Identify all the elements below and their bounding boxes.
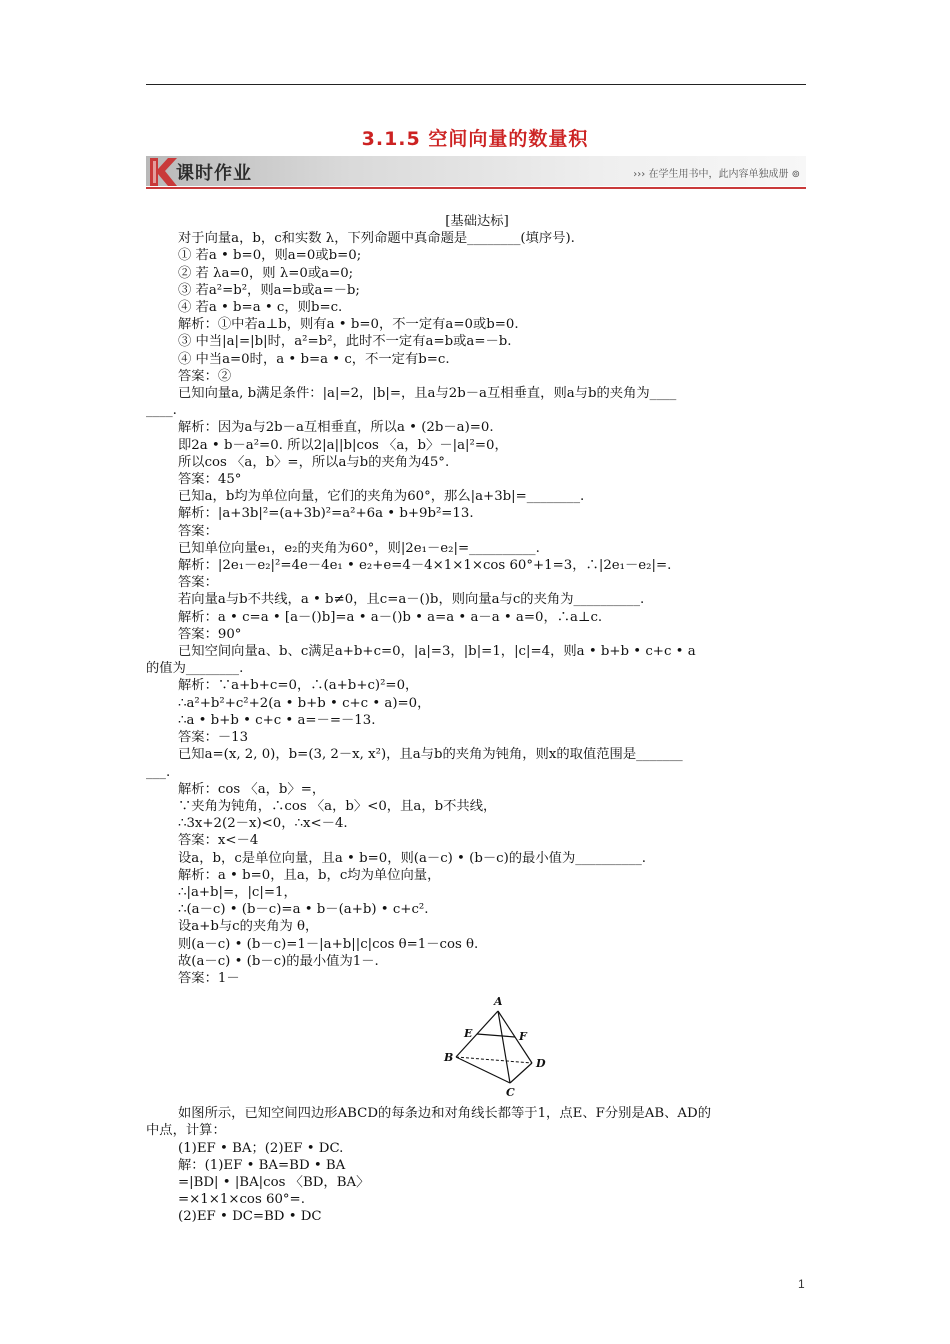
- text-line: 已知a=(x, 2, 0)，b=(3, 2－x, x²)，且a与b的夹角为钝角，则x的取值范围是_______: [178, 747, 683, 763]
- text-line: ____.: [146, 403, 177, 419]
- text-line: ③ 若a²=b²，则a=b或a=－b;: [178, 282, 360, 298]
- text-line: 答案：1－: [178, 970, 240, 986]
- text-line: 已知a，b均为单位向量，它们的夹角为60°，那么|a+3b|=________.: [178, 489, 585, 505]
- text-line: 解析：|2e₁－e₂|²=4e－4e₁ • e₂+e=4－4×1×1×cos 60°+1=3，∴|2e₁－e₂|=.: [178, 558, 672, 574]
- text-line: 解：(1)EF • BA=BD • BA: [178, 1157, 346, 1173]
- text-line: 解析：cos 〈a，b〉=，: [178, 781, 326, 797]
- text-line: 解析：a • b=0，且a，b，c均为单位向量，: [178, 867, 441, 883]
- text-line: 中点，计算：: [146, 1123, 226, 1139]
- text-line: 设a，b，c是单位向量，且a • b=0，则(a－c) • (b－c)的最小值为__________.: [178, 850, 646, 866]
- text-line: 答案：: [178, 575, 218, 591]
- edge-dc: [510, 1063, 532, 1083]
- text-line: ∴|a+b|=，|c|=1，: [178, 884, 297, 900]
- label-b: B: [444, 1051, 454, 1065]
- text-line: ___.: [146, 764, 171, 780]
- text-line: 故(a－c) • (b－c)的最小值为1－.: [178, 953, 379, 969]
- label-a: A: [494, 995, 503, 1009]
- text-line: 所以cos 〈a，b〉=，所以a与b的夹角为45°.: [178, 454, 450, 470]
- banner-underline: [146, 187, 806, 189]
- text-line: ∴(a－c) • (b－c)=a • b－(a+b) • c+c².: [178, 902, 429, 918]
- text-line: 的值为________.: [146, 661, 244, 677]
- header-rule: [146, 84, 806, 85]
- text-line: 已知向量a, b满足条件：|a|=2，|b|=，且a与2b－a互相垂直，则a与b的夹角为____: [178, 386, 677, 402]
- text-line: (1)EF • BA；(2)EF • DC.: [178, 1140, 344, 1156]
- label-f: F: [519, 1030, 527, 1044]
- tetrahedron-figure: [146, 995, 808, 1099]
- text-line: 已知空间向量a、b、c满足a+b+c=0，|a|=3，|b|=1，|c|=4，则a • b+b • c+c • a: [178, 644, 696, 660]
- document-body: [146, 213, 808, 1226]
- text-line: ③ 中当|a|=|b|时，a²=b²，此时不一定有a=b或a=－b.: [178, 334, 512, 350]
- text-line: 解析：a • c=a • [a－()b]=a • a－()b • a=a • a－a • a=0，∴a⊥c.: [178, 609, 603, 625]
- text-line: 解析：∵a+b+c=0，∴(a+b+c)²=0，: [178, 678, 419, 694]
- text-line: 答案：90°: [178, 626, 242, 642]
- text-line: 设a+b与c的夹角为 θ，: [178, 919, 319, 935]
- text-line: 答案：－13: [178, 730, 249, 746]
- page-title: 3.1.5 空间向量的数量积: [361, 128, 589, 150]
- text-line: 答案：x<－4: [178, 833, 259, 849]
- text-line: ④ 中当a=0时，a • b=a • c，不一定有b=c.: [178, 351, 450, 367]
- text-line: ∵夹角为钝角，∴cos 〈a，b〉<0，且a，b不共线，: [178, 798, 497, 814]
- text-line: =|BD| • |BA|cos 〈BD，BA〉: [178, 1174, 370, 1190]
- text-line: 答案：45°: [178, 472, 242, 488]
- label-e: E: [464, 1027, 473, 1041]
- text-line: ② 若 λa=0，则 λ=0或a=0;: [178, 265, 354, 281]
- section-heading: [基础达标]: [445, 214, 509, 229]
- text-line: 即2a • b－a²=0. 所以2|a||b|cos 〈a，b〉－|a|²=0，: [178, 437, 508, 453]
- edge-ac: [498, 1011, 510, 1083]
- segment-ef: [477, 1034, 515, 1037]
- text-line: 对于向量a，b，c和实数 λ，下列命题中真命题是________(填序号).: [178, 231, 575, 247]
- text-line: 则(a－c) • (b－c)=1－|a+b||c|cos θ=1－cos θ.: [178, 936, 479, 952]
- text-line: 答案：②: [178, 368, 232, 384]
- k-logo-icon: [148, 154, 178, 188]
- text-line: ∴a • b+b • c+c • a=－=－13.: [178, 712, 376, 728]
- text-line: =×1×1×cos 60°=.: [178, 1192, 305, 1208]
- banner-note: ››› 在学生用书中，此内容单独成册 ⊚: [633, 169, 800, 180]
- page-number: 1: [798, 1277, 805, 1291]
- text-line: ① 若a • b=0，则a=0或b=0;: [178, 248, 362, 264]
- text-line: 若向量a与b不共线，a • b≠0，且c=a－()b，则向量a与c的夹角为__________.: [178, 592, 645, 608]
- label-d: D: [536, 1057, 546, 1071]
- text-line: 已知单位向量e₁，e₂的夹角为60°，则|2e₁－e₂|=__________.: [178, 540, 540, 556]
- text-line: (2)EF • DC=BD • DC: [178, 1209, 322, 1225]
- tetrahedron-diagram: [436, 995, 546, 1099]
- text-line: 解析：①中若a⊥b，则有a • b=0，不一定有a=0或b=0.: [178, 317, 519, 333]
- banner-label: 课时作业: [176, 163, 252, 184]
- text-line: 如图所示，已知空间四边形ABCD的每条边和对角线长都等于1，点E、F分别是AB、AD的: [178, 1106, 711, 1122]
- text-line: ④ 若a • b=a • c，则b=c.: [178, 300, 343, 316]
- text-line: 解析：因为a与2b－a互相垂直，所以a • (2b－a)=0.: [178, 420, 494, 436]
- label-c: C: [506, 1086, 515, 1100]
- text-line: 答案：: [178, 523, 218, 539]
- homework-banner: [146, 156, 806, 190]
- text-line: ∴3x+2(2－x)<0，∴x<－4.: [178, 816, 348, 832]
- text-line: 解析：|a+3b|²=(a+3b)²=a²+6a • b+9b²=13.: [178, 506, 474, 522]
- text-line: ∴a²+b²+c²+2(a • b+b • c+c • a)=0，: [178, 695, 431, 711]
